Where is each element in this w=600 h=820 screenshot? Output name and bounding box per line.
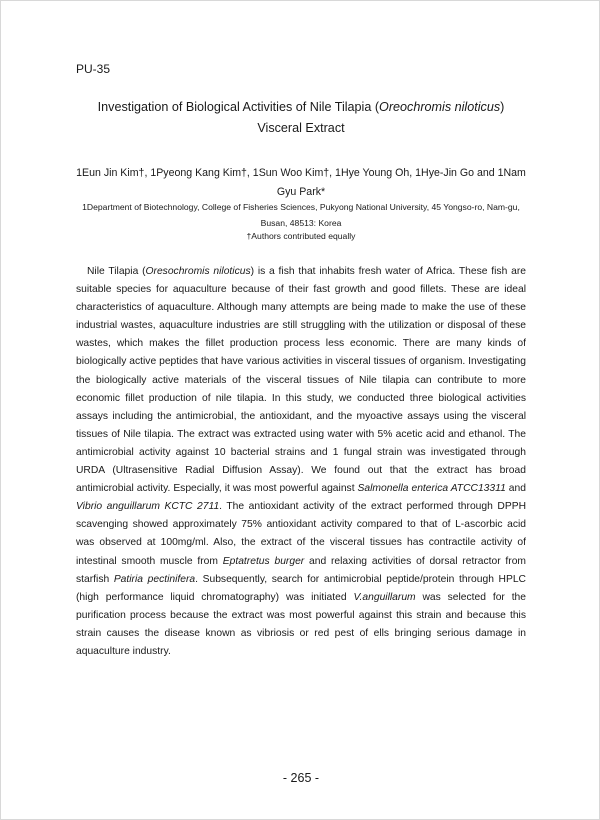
title-prefix: Investigation of Biological Activities of Nile Tilapia (	[97, 100, 380, 114]
page-number: - 265 -	[282, 771, 320, 785]
abstract-code: PU-35	[76, 62, 111, 76]
abstract-text: ) is a fish that inhabits fresh water of Africa. These fish are suitable species for aquaculture because of their fast growth and good fillets. These are ideal characteristics of aquaculture. Although many attempts are being made to make the use of these industrial wastes, aquaculture industries are still struggling with the utilization or disposal of these wastes, which makes the fillet production process less economic. There are many kinds of biologically active peptides that have various activities in visceral tissues of organism. Investigating the biologically active materials of the visceral tissues of Nile tilapia can contribute to more economic fillet production of nile tilapia. In this study, we conducted three biological activities assays including the antimicrobial, the antioxidant, and the myoactive assays using the visceral tissues of Nile tilapia. The extract was extracted using water with 5% acetic acid and ethanol. The antimicrobial activity against 10 bacterial strains and 1 fungal strain was investigated through URDA (Ultrasensitive Radial Diffusion Assay). We found out that the extract has broad antimicrobial activity. Especially, it was most powerful against	[76, 266, 526, 495]
equal-contribution-note: †Authors contributed equally	[246, 231, 356, 241]
abstract-body	[76, 263, 526, 661]
abstract-species-name: Eptatretus burger	[222, 555, 305, 567]
abstract-text: . Subsequently, search for antimicrobial peptide/protein through HPLC (high performance liquid chromatography) was initiated	[76, 573, 526, 603]
abstract-species-name: V.anguillarum	[353, 591, 416, 603]
abstract-text: . The antioxidant activity of the extract performed through DPPH scavenging showed approximately 75% antioxidant activity compared to that of L-ascorbic acid was observed at 100mg/ml. Also, the extract of the visceral tissues has contractile activity of intestinal smooth muscle from	[76, 501, 527, 567]
abstract-text: Nile Tilapia (	[87, 266, 146, 277]
paper-title	[61, 97, 541, 139]
abstract-text: and	[505, 483, 526, 495]
affiliation: 1Department of Biotechnology, College of Fisheries Sciences, Pukyong National University, 45 Yongso-ro, Nam-gu, Busan, 48513: Korea	[82, 202, 520, 228]
author-list: 1Eun Jin Kim†, 1Pyeong Kang Kim†, 1Sun Woo Kim†, 1Hye Young Oh, 1Hye-Jin Go and 1Nam Gyu Park*	[76, 167, 526, 198]
title-line-2: Visceral Extract	[257, 121, 345, 135]
abstract-text: was selected for the purification process because the extract was most powerful against this strain and because this strain causes the disease known as vibriosis or red pest of ells bringing serious damage in aquaculture industry.	[76, 591, 527, 657]
abstract-species-name: Vibrio anguillarum KCTC 2711	[76, 501, 220, 513]
abstract-species-name: Oresochromis niloticus	[145, 266, 251, 277]
abstract-species-name: Patiria pectinifera	[113, 573, 196, 585]
abstract-text: and relaxing activities of dorsal retractor from starfish	[76, 555, 526, 585]
title-species: Oreochromis niloticus	[379, 100, 501, 114]
title-suffix: )	[500, 100, 505, 114]
abstract-species-name: Salmonella enterica ATCC13311	[357, 483, 506, 495]
